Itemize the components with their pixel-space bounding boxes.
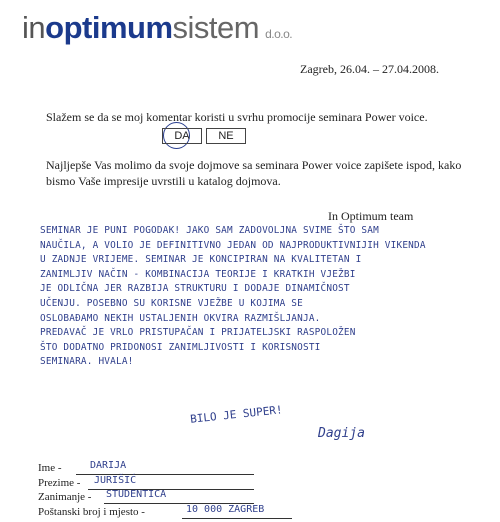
comment-line: ZANIMLJIV NAČIN - KOMBINACIJA TEORIJE I KRATKIH VJEŽBI xyxy=(40,268,356,280)
company-logo xyxy=(22,10,292,46)
consent-yes-checkbox[interactable]: DA xyxy=(162,128,202,144)
field-label: Poštanski broj i mjesto - xyxy=(38,505,145,518)
comment-line: PREDAVAČ JE VRLO PRISTUPAČAN I PRIJATELJSKI RASPOLOŽEN xyxy=(40,327,356,339)
field-value: STUDENTICA xyxy=(106,489,167,500)
comment-line: UČENJU. POSEBNO SU KORISNE VJEŽBE U KOJIMA SE xyxy=(40,297,303,309)
comment-line: SEMINARA. HVALA! xyxy=(40,356,134,368)
logo-in: in xyxy=(22,10,46,45)
date-line: Zagreb, 26.04. – 27.04.2008. xyxy=(300,62,439,76)
comment-line: OSLOBAĐAMO NEKIH USTALJENIH OKVIRA RAZMIŠLJANJA. xyxy=(40,312,321,324)
consent-statement: Slažem se da se moj komentar koristi u svrhu promocije seminara Power voice. xyxy=(46,110,428,124)
logo-optimum: optimum xyxy=(45,10,173,45)
comment-line: NAUČILA, A VOLIO JE DEFINITIVNO JEDAN OD NAJPRODUKTIVNIJIH VIKENDA xyxy=(40,239,426,251)
consent-no-checkbox[interactable]: NE xyxy=(206,128,246,144)
field-value: JURIŠIĆ xyxy=(94,474,137,486)
handwritten-comment xyxy=(40,224,480,370)
handwritten-signature: Dagija xyxy=(318,426,365,441)
comment-line: SEMINAR JE PUNI POGODAK! JAKO SAM ZADOVOLJNA SVIME ŠTO SAM xyxy=(40,225,379,236)
logo-sistem: sistem xyxy=(172,10,260,45)
field-label: Zanimanje - xyxy=(38,491,92,503)
team-signature: In Optimum team xyxy=(328,209,414,223)
logo-doo: d.o.o. xyxy=(265,27,293,41)
comment-line: JE ODLIČNA JER RAZBIJA STRUKTURU I DODAJE DINAMIČNOST xyxy=(40,283,350,295)
personal-info-form xyxy=(38,460,265,520)
field-value: DARIJA xyxy=(90,460,127,471)
request-paragraph: Najljepše Vas molimo da svoje dojmove sa seminara Power voice zapišete ispod, kako bismo Vaše impresije uvrstili u katalog dojmova. xyxy=(46,158,462,188)
field-occupation xyxy=(38,489,167,506)
field-label: Prezime - xyxy=(38,476,81,489)
comment-line: ŠTO DODATNO PRIDONOSI ZANIMLJIVOSTI I KORISNOSTI xyxy=(40,341,321,353)
field-label: Ime - xyxy=(38,462,62,474)
comment-closing: BILO JE SUPER! xyxy=(189,403,284,426)
comment-line: U ZADNJE VRIJEME. SEMINAR JE KONCIPIRAN NA KVALITETAN I xyxy=(40,254,362,266)
field-value: 10 000 ZAGREB xyxy=(186,503,265,515)
field-postal-city xyxy=(38,503,265,521)
